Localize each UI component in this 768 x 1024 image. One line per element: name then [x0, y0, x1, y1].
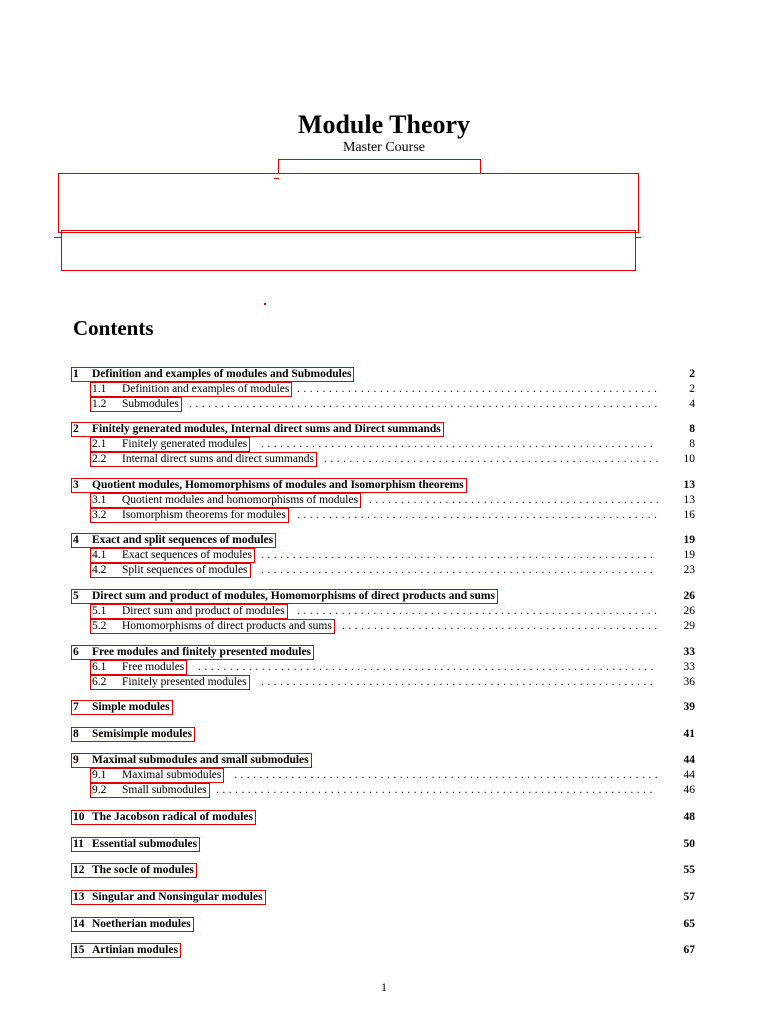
toc-section-title: Quotient modules, Homomorphisms of modules and Isomorphism theorems — [92, 479, 464, 491]
toc-subsection-row[interactable] — [0, 675, 768, 690]
toc-section-row[interactable] — [0, 943, 768, 958]
toc-subsection-number: 1.2 — [92, 398, 107, 410]
toc-subsection-link[interactable] — [90, 452, 317, 467]
toc-subsection-page: 23 — [683, 564, 695, 576]
toc-subsection-title: Homomorphisms of direct products and sums — [122, 620, 332, 632]
toc-section-title: Semisimple modules — [92, 728, 192, 740]
toc-section-number: 4 — [73, 534, 79, 546]
toc-subsection-link[interactable] — [90, 783, 210, 798]
toc-dot-leader: .............................................................. — [261, 549, 657, 561]
toc-subsection-title: Finitely generated modules — [122, 438, 248, 450]
toc-section-number: 3 — [73, 479, 79, 491]
toc-subsection-title: Free modules — [122, 661, 185, 673]
toc-section-number: 1 — [73, 368, 79, 380]
toc-section-title: Direct sum and product of modules, Homomorphisms of direct products and sums — [92, 590, 495, 602]
toc-subsection-link[interactable] — [90, 619, 335, 634]
toc-subsection-link[interactable] — [90, 604, 288, 619]
toc-subsection-page: 10 — [683, 453, 695, 465]
toc-dot-leader: .............................................................. — [261, 564, 657, 576]
toc-section-row[interactable] — [0, 753, 768, 768]
toc-section-title: The socle of modules — [92, 864, 194, 876]
toc-section-row[interactable] — [0, 890, 768, 905]
toc-dot-leader: ......................................................... — [297, 605, 661, 617]
toc-dot-leader: ..................................................... — [324, 453, 662, 465]
toc-subsection-title: Exact sequences of modules — [122, 549, 252, 561]
toc-dot-leader: ........................................................................ — [198, 661, 657, 673]
toc-section-number: 12 — [73, 864, 85, 876]
toc-subsection-page: 19 — [683, 549, 695, 561]
toc-subsection-number: 3.2 — [92, 509, 107, 521]
toc-subsection-row[interactable] — [0, 563, 768, 578]
toc-subsection-page: 46 — [683, 784, 695, 796]
toc-subsection-number: 9.1 — [92, 769, 107, 781]
toc-section-link[interactable] — [71, 700, 173, 715]
toc-section-page: 39 — [683, 701, 695, 713]
toc-section-title: Definition and examples of modules and Submodules — [92, 368, 352, 380]
toc-section-page: 8 — [689, 423, 695, 435]
toc-section-link[interactable] — [71, 917, 194, 932]
toc-dot-leader: .............................................................. — [261, 438, 657, 450]
toc-subsection-row[interactable] — [0, 619, 768, 634]
toc-subsection-row[interactable] — [0, 397, 768, 412]
toc-subsection-title: Maximal submodules — [122, 769, 222, 781]
toc-subsection-row[interactable] — [0, 493, 768, 508]
toc-dot-leader: ......................................................... — [297, 509, 661, 521]
toc-section-title: Simple modules — [92, 701, 170, 713]
toc-section-page: 33 — [683, 646, 695, 658]
toc-subsection-number: 2.1 — [92, 438, 107, 450]
toc-section-number: 15 — [73, 944, 85, 956]
toc-subsection-title: Submodules — [122, 398, 179, 410]
toc-section-number: 7 — [73, 701, 79, 713]
toc-subsection-link[interactable] — [90, 660, 187, 675]
toc-subsection-title: Definition and examples of modules — [122, 383, 290, 395]
toc-section-link[interactable] — [71, 422, 444, 437]
toc-subsection-row[interactable] — [0, 508, 768, 523]
toc-subsection-row[interactable] — [0, 382, 768, 397]
toc-section-link[interactable] — [71, 810, 256, 825]
toc-subsection-page: 33 — [683, 661, 695, 673]
toc-section-link[interactable] — [71, 533, 276, 548]
toc-subsection-number: 9.2 — [92, 784, 107, 796]
toc-subsection-page: 29 — [683, 620, 695, 632]
toc-section-row[interactable] — [0, 422, 768, 437]
toc-subsection-title: Direct sum and product of modules — [122, 605, 285, 617]
toc-section-link[interactable] — [71, 367, 354, 382]
toc-section-row[interactable] — [0, 837, 768, 852]
toc-section-number: 13 — [73, 891, 85, 903]
toc-subsection-title: Small submodules — [122, 784, 207, 796]
toc-section-title: Finitely generated modules, Internal direct sums and Direct summands — [92, 423, 441, 435]
toc-subsection-link[interactable] — [90, 437, 250, 452]
toc-subsection-title: Isomorphism theorems for modules — [122, 509, 286, 521]
toc-subsection-number: 4.1 — [92, 549, 107, 561]
toc-subsection-number: 5.2 — [92, 620, 107, 632]
toc-section-row[interactable] — [0, 700, 768, 715]
toc-subsection-link[interactable] — [90, 675, 250, 690]
document-title: Module Theory — [297, 110, 471, 139]
toc-section-number: 14 — [73, 918, 85, 930]
toc-section-number: 2 — [73, 423, 79, 435]
toc-dot-leader: ......................................................... — [297, 383, 661, 395]
toc-subsection-page: 26 — [683, 605, 695, 617]
toc-subsection-row[interactable] — [0, 768, 768, 783]
toc-subsection-page: 4 — [689, 398, 695, 410]
toc-section-link[interactable] — [71, 478, 467, 493]
toc-section-row[interactable] — [0, 810, 768, 825]
toc-section-number: 11 — [73, 838, 84, 850]
toc-section-page: 55 — [683, 864, 695, 876]
toc-subsection-title: Finitely presented modules — [122, 676, 247, 688]
toc-section-title: The Jacobson radical of modules — [92, 811, 254, 823]
toc-dot-leader: .................................................. — [342, 620, 661, 632]
toc-subsection-link[interactable] — [90, 493, 361, 508]
toc-subsection-title: Internal direct sums and direct summands — [122, 453, 314, 465]
toc-section-link[interactable] — [71, 943, 181, 958]
toc-section-page: 44 — [683, 754, 695, 766]
toc-section-title: Essential submodules — [92, 838, 198, 850]
toc-dot-leader: .............................................. — [369, 494, 663, 506]
toc-section-page: 57 — [683, 891, 695, 903]
toc-subsection-row[interactable] — [0, 452, 768, 467]
toc-section-link[interactable] — [71, 837, 200, 852]
toc-section-link[interactable] — [71, 727, 195, 742]
toc-subsection-row[interactable] — [0, 437, 768, 452]
toc-subsection-page: 13 — [683, 494, 695, 506]
toc-section-number: 10 — [73, 811, 85, 823]
contents-heading: Contents — [73, 316, 154, 340]
toc-subsection-number: 6.2 — [92, 676, 107, 688]
toc-section-row[interactable] — [0, 367, 768, 382]
toc-section-row[interactable] — [0, 533, 768, 548]
page-number: 1 — [381, 980, 387, 994]
toc-section-page: 50 — [683, 838, 695, 850]
toc-section-row[interactable] — [0, 917, 768, 932]
toc-section-page: 13 — [683, 479, 695, 491]
toc-section-title: Noetherian modules — [92, 918, 191, 930]
toc-subsection-number: 6.1 — [92, 661, 107, 673]
toc-section-number: 5 — [73, 590, 79, 602]
toc-subsection-number: 5.1 — [92, 605, 107, 617]
toc-section-title: Maximal submodules and small submodules — [92, 754, 309, 766]
toc-section-row[interactable] — [0, 478, 768, 493]
toc-dot-leader: .............................................................. — [261, 676, 657, 688]
toc-section-page: 48 — [683, 811, 695, 823]
toc-subsection-page: 2 — [689, 383, 695, 395]
toc-section-link[interactable] — [71, 890, 266, 905]
toc-section-title: Singular and Nonsingular modules — [92, 891, 263, 903]
toc-subsection-number: 1.1 — [92, 383, 107, 395]
toc-subsection-link[interactable] — [90, 508, 289, 523]
toc-dot-leader: .......................................................................... — [189, 398, 661, 410]
toc-section-page: 67 — [683, 944, 695, 956]
toc-subsection-link[interactable] — [90, 563, 251, 578]
toc-subsection-row[interactable] — [0, 660, 768, 675]
toc-subsection-link[interactable] — [90, 548, 255, 563]
toc-section-row[interactable] — [0, 645, 768, 660]
toc-section-link[interactable] — [71, 589, 498, 604]
toc-section-row[interactable] — [0, 727, 768, 742]
toc-section-link[interactable] — [71, 863, 197, 878]
toc-section-number: 8 — [73, 728, 79, 740]
toc-section-link[interactable] — [71, 645, 314, 660]
toc-subsection-link[interactable] — [90, 768, 224, 783]
toc-subsection-row[interactable] — [0, 604, 768, 619]
toc-subsection-title: Quotient modules and homomorphisms of modules — [122, 494, 359, 506]
toc-dot-leader: ..................................................................... — [216, 784, 656, 796]
toc-section-link[interactable] — [71, 753, 312, 768]
toc-section-title: Exact and split sequences of modules — [92, 534, 274, 546]
toc-section-row[interactable] — [0, 589, 768, 604]
toc-subsection-page: 8 — [689, 438, 695, 450]
toc-subsection-link[interactable] — [90, 397, 182, 412]
toc-subsection-number: 2.2 — [92, 453, 107, 465]
toc-subsection-page: 36 — [683, 676, 695, 688]
toc-section-title: Free modules and finitely presented modules — [92, 646, 312, 658]
toc-section-number: 6 — [73, 646, 79, 658]
toc-section-page: 26 — [683, 590, 695, 602]
toc-section-page: 41 — [683, 728, 695, 740]
toc-subsection-number: 3.1 — [92, 494, 107, 506]
toc-subsection-number: 4.2 — [92, 564, 107, 576]
toc-dot-leader: ................................................................... — [234, 769, 662, 781]
toc-subsection-title: Split sequences of modules — [122, 564, 248, 576]
toc-section-row[interactable] — [0, 863, 768, 878]
toc-subsection-page: 44 — [683, 769, 695, 781]
toc-section-page: 19 — [683, 534, 695, 546]
toc-section-page: 65 — [683, 918, 695, 930]
toc-subsection-page: 16 — [683, 509, 695, 521]
document-subtitle: Master Course — [342, 140, 426, 155]
toc-subsection-row[interactable] — [0, 783, 768, 798]
toc-section-number: 9 — [73, 754, 79, 766]
toc-subsection-link[interactable] — [90, 382, 292, 397]
toc-section-title: Artinian modules — [92, 944, 178, 956]
toc-subsection-row[interactable] — [0, 548, 768, 563]
toc-section-page: 2 — [689, 368, 695, 380]
